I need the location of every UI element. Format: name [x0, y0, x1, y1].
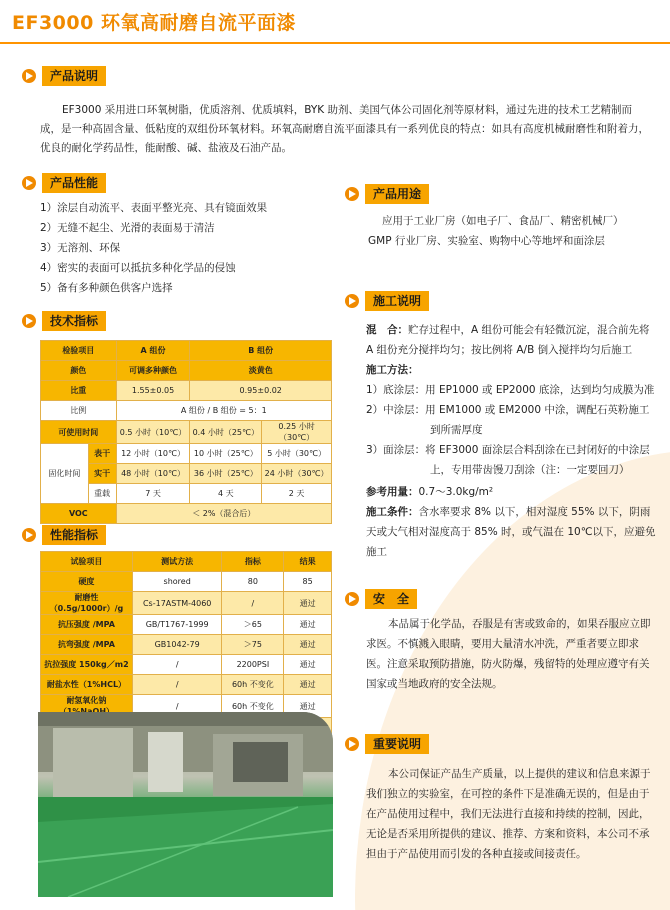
list-item: 1）涂层自动流平、表面平整光亮、具有镜面效果	[40, 202, 268, 214]
triangle-bullet-icon	[22, 314, 36, 328]
condition-label: 施工条件：	[366, 506, 419, 518]
condition-text: 含水率要求 8% 以下，相对湿度 55% 以下，阴雨天或大气相对湿度高于 85% 时，或气温在 10℃以下，应避免施工	[366, 506, 656, 558]
triangle-bullet-icon	[22, 69, 36, 83]
dosage-value: 0.7～3.0kg/m²	[418, 486, 494, 498]
table-row: 耐磨性（0.5g/1000r）/g Cs-17ASTM-4060 / 通过	[41, 592, 332, 615]
triangle-bullet-icon	[345, 187, 359, 201]
table-row: 耐氢氧化钠 / 60h 不变化 通过	[41, 695, 332, 718]
table-row: 抗弯强度 /MPA GB1042-79 ＞75 通过	[41, 635, 332, 655]
heading-label: 安 全	[365, 589, 417, 609]
heading-construction	[345, 291, 429, 311]
table-row: 颜色 可调多种颜色 淡黄色	[41, 361, 332, 381]
usage-text	[368, 211, 658, 251]
construction-text	[366, 320, 658, 562]
features-list	[40, 198, 267, 298]
table-row: 比例 A 组份 / B 组份 = 5：1	[41, 401, 332, 421]
table-row: VOC ＜ 2%（混合后）	[41, 504, 332, 524]
heading-perf	[22, 525, 106, 545]
step-item: 3）面涂层：将 EF3000 面涂层合料刮涂在已封闭好的中涂层上，专用带齿馒刀刮涂（注：一定要回刀）	[366, 444, 650, 476]
description-text: EF3000 采用进口环氧树脂，优质溶剂、优质填料，BYK 助剂、美国气体公司固化剂等原材料，通过先进的技术工艺精制而成，是一种高固含量、低粘度的双组份环氧材料。环氧高耐磨自流平面漆具有一系列优良的特点：如具有高度机械耐磨性和附着力，优良的耐化学药品性，能耐酸、碱、盐液及石油产品。	[40, 104, 649, 154]
triangle-bullet-icon	[345, 294, 359, 308]
table-row: 抗压强度 /MPA GB/T1767-1999 ＞65 通过	[41, 615, 332, 635]
title-rule	[0, 42, 670, 44]
list-item: 4）密实的表面可以抵抗多种化学品的侵蚀	[40, 262, 236, 274]
heading-label: 产品用途	[365, 184, 429, 204]
heading-tech	[22, 311, 106, 331]
table-row: 实干 48 小时（10℃） 36 小时（25℃） 24 小时（30℃）	[41, 464, 332, 484]
table-row: 硬度 shored 80 85	[41, 572, 332, 592]
triangle-bullet-icon	[22, 528, 36, 542]
triangle-bullet-icon	[345, 592, 359, 606]
table-row: 抗拉强度 150kg／m2 / 2200PSI 通过	[41, 655, 332, 675]
procedure-label: 施工方法：	[366, 364, 419, 376]
notice-text: 本公司保证产品生产质量，以上提供的建议和信息来源于我们独立的实验室，在可控的条件下是准确无误的，但是由于在产品使用过程中，我们无法进行直接和持续的控制，因此，无论是否采用所提供的建议、推荐、方案和资料，本公司不承担由于产品使用而引发的各种直接或间接责任。	[366, 768, 651, 860]
table-row: 固化时间 表干 12 小时（10℃） 10 小时（25℃） 5 小时（30℃）	[41, 444, 332, 464]
mix-text: 贮存过程中，A 组份可能会有轻微沉淀，混合前先将 A 组份充分搅拌均匀；按比例将 A/B 倒入搅拌均匀后施工	[366, 324, 650, 356]
step-item: 2）中涂层：用 EM1000 或 EM2000 中涂，调配石英粉施工到所需厚度	[366, 404, 650, 436]
heading-label: 施工说明	[365, 291, 429, 311]
heading-features	[22, 173, 106, 193]
mix-paragraph	[366, 320, 658, 360]
table-header-row: 试验项目 测试方法 指标 结果	[41, 552, 332, 572]
factory-floor-photo	[38, 712, 333, 897]
mix-label: 混 合：	[366, 324, 408, 336]
table-row: 重载 7 天 4 天 2 天	[41, 484, 332, 504]
usage-line: GMP 行业厂房、实验室、购物中心等地坪和面涂层	[368, 235, 605, 247]
table-row: 比重 1.55±0.05 0.95±0.02	[41, 381, 332, 401]
safety-text: 本品属于化学品，吞服是有害或致命的，如果吞服应立即求医。不慎溅入眼睛，要用大量清水冲洗，严重者要立即求医。注意采取预防措施，防火防爆，残留特的处理应遵守有关国家或当地政府的安全法规。	[366, 618, 651, 690]
heading-description	[22, 66, 106, 86]
page-title: EF3000 环氧高耐磨自流平面漆	[12, 12, 296, 34]
heading-notice	[345, 734, 429, 754]
list-item: 3）无溶剂、环保	[40, 242, 121, 254]
table-header-row: 检验项目 A 组份 B 组份	[41, 341, 332, 361]
step-item: 1）底涂层：用 EP1000 或 EP2000 底涂，达到均匀成膜为准	[366, 384, 655, 396]
heading-label: 产品性能	[42, 173, 106, 193]
list-item: 2）无缝不起尘、光滑的表面易于清洁	[40, 222, 215, 234]
heading-label: 性能指标	[42, 525, 106, 545]
usage-line: 应用于工业厂房（如电子厂、食品厂、精密机械厂）	[382, 215, 624, 227]
heading-label: 技术指标	[42, 311, 106, 331]
table-row: 耐盐水性（1%HCL） / 60h 不变化 通过	[41, 675, 332, 695]
dosage-label: 参考用量：	[366, 486, 419, 498]
heading-safety	[345, 589, 417, 609]
heading-usage	[345, 184, 429, 204]
tech-table	[40, 340, 332, 524]
heading-label: 产品说明	[42, 66, 106, 86]
triangle-bullet-icon	[22, 176, 36, 190]
heading-label: 重要说明	[365, 734, 429, 754]
triangle-bullet-icon	[345, 737, 359, 751]
list-item: 5）备有多种颜色供客户选择	[40, 282, 173, 294]
table-row: 可使用时间 0.5 小时（10℃） 0.4 小时（25℃） 0.25 小时（30℃）	[41, 421, 332, 444]
